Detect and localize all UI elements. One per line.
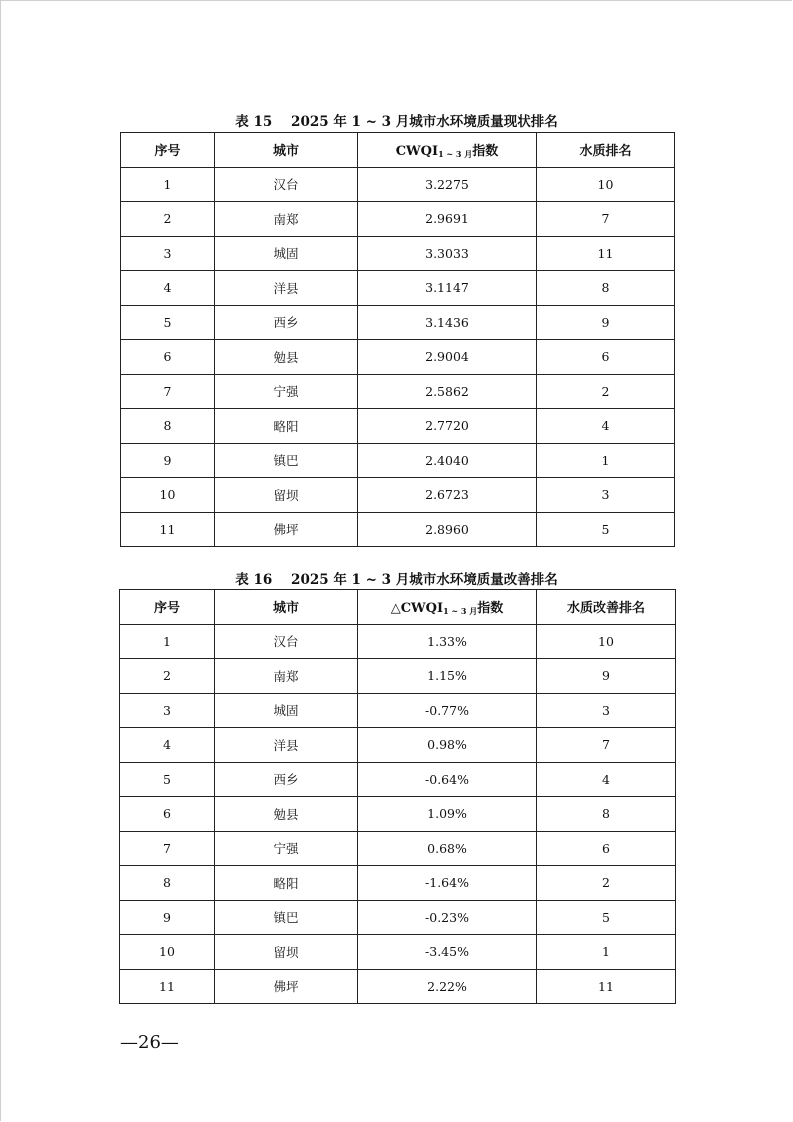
cell-index: 2	[121, 202, 215, 237]
table-row	[120, 935, 676, 970]
header-improvement-rank: 水质改善排名	[537, 590, 676, 625]
cell-index: 6	[121, 340, 215, 375]
cell-index: 11	[120, 969, 215, 1004]
cell-city: 南郑	[215, 202, 358, 237]
header-cwqi-subscript: 1 ~ 3 月	[438, 148, 473, 159]
cell-city: 勉县	[215, 797, 358, 832]
cell-rank: 1	[537, 935, 676, 970]
table-15-caption: 表 15 2025 年 1 ~ 3 月城市水环境质量现状排名	[235, 114, 558, 130]
cell-value: 2.7720	[358, 409, 537, 444]
cell-city: 西乡	[215, 762, 358, 797]
cell-city: 佛坪	[215, 512, 358, 547]
table-row	[120, 659, 676, 694]
cell-city: 镇巴	[215, 900, 358, 935]
cell-index: 7	[121, 374, 215, 409]
cell-index: 10	[121, 478, 215, 513]
cell-index: 4	[120, 728, 215, 763]
cell-rank: 5	[537, 512, 675, 547]
cell-value: 2.8960	[358, 512, 537, 547]
cell-index: 6	[120, 797, 215, 832]
table-16-body	[120, 624, 676, 1004]
cell-rank: 11	[537, 236, 675, 271]
cell-value: 3.2275	[358, 167, 537, 202]
table-row	[120, 900, 676, 935]
cell-rank: 4	[537, 409, 675, 444]
cell-city: 汉台	[215, 624, 358, 659]
cell-rank: 9	[537, 305, 675, 340]
cell-rank: 2	[537, 374, 675, 409]
header-cwqi-subscript: 1 ~ 3 月	[443, 605, 478, 616]
cell-value: 2.4040	[358, 443, 537, 478]
cell-value: 1.09%	[358, 797, 537, 832]
cell-city: 佛坪	[215, 969, 358, 1004]
cell-city: 镇巴	[215, 443, 358, 478]
cell-value: 2.9691	[358, 202, 537, 237]
cell-rank: 6	[537, 831, 676, 866]
table-16-improvement-ranking	[119, 589, 676, 1004]
cell-value: 1.15%	[358, 659, 537, 694]
cell-city: 宁强	[215, 831, 358, 866]
cell-rank: 4	[537, 762, 676, 797]
cell-rank: 7	[537, 202, 675, 237]
cell-index: 5	[121, 305, 215, 340]
table-row	[121, 271, 675, 306]
table-15-current-ranking	[120, 132, 675, 547]
header-cwqi-index	[358, 133, 537, 168]
cell-rank: 5	[537, 900, 676, 935]
cell-city: 南郑	[215, 659, 358, 694]
table-row	[121, 202, 675, 237]
cell-city: 宁强	[215, 374, 358, 409]
cell-city: 洋县	[215, 271, 358, 306]
cell-index: 2	[120, 659, 215, 694]
cell-value: -0.77%	[358, 693, 537, 728]
table-15-body	[121, 167, 675, 547]
header-city: 城市	[215, 133, 358, 168]
cell-rank: 8	[537, 271, 675, 306]
table-header-row	[121, 133, 675, 168]
cell-city: 洋县	[215, 728, 358, 763]
cell-city: 略阳	[215, 409, 358, 444]
cell-rank: 10	[537, 167, 675, 202]
table-header-row	[120, 590, 676, 625]
table-row	[121, 236, 675, 271]
cell-value: 2.5862	[358, 374, 537, 409]
cell-city: 汉台	[215, 167, 358, 202]
cell-value: -0.64%	[358, 762, 537, 797]
cell-index: 1	[121, 167, 215, 202]
header-index: 序号	[121, 133, 215, 168]
table-row	[120, 762, 676, 797]
table-row	[121, 340, 675, 375]
cell-rank: 9	[537, 659, 676, 694]
cell-value: -0.23%	[358, 900, 537, 935]
table-row	[121, 512, 675, 547]
cell-rank: 3	[537, 478, 675, 513]
cell-value: 2.9004	[358, 340, 537, 375]
table-row	[120, 624, 676, 659]
table-row	[120, 866, 676, 901]
table-row	[121, 478, 675, 513]
page-number: —26—	[120, 1032, 179, 1053]
cell-value: 3.1436	[358, 305, 537, 340]
cell-rank: 11	[537, 969, 676, 1004]
cell-value: 0.98%	[358, 728, 537, 763]
table-row	[120, 831, 676, 866]
header-quality-rank: 水质排名	[537, 133, 675, 168]
header-cwqi-suffix: 指数	[472, 143, 499, 159]
cell-value: 3.1147	[358, 271, 537, 306]
cell-rank: 8	[537, 797, 676, 832]
cell-rank: 3	[537, 693, 676, 728]
cell-value: -1.64%	[358, 866, 537, 901]
cell-index: 8	[120, 866, 215, 901]
cell-rank: 10	[537, 624, 676, 659]
cell-city: 留坝	[215, 478, 358, 513]
cell-city: 城固	[215, 693, 358, 728]
table-row	[120, 728, 676, 763]
cell-city: 勉县	[215, 340, 358, 375]
table-row	[121, 443, 675, 478]
table-row	[121, 167, 675, 202]
cell-city: 留坝	[215, 935, 358, 970]
cell-rank: 7	[537, 728, 676, 763]
cell-value: 1.33%	[358, 624, 537, 659]
cell-index: 3	[120, 693, 215, 728]
cell-rank: 6	[537, 340, 675, 375]
cell-index: 10	[120, 935, 215, 970]
cell-rank: 2	[537, 866, 676, 901]
table-row	[120, 969, 676, 1004]
cell-index: 3	[121, 236, 215, 271]
cell-index: 8	[121, 409, 215, 444]
header-index: 序号	[120, 590, 215, 625]
header-delta-cwqi-index	[358, 590, 537, 625]
cell-city: 西乡	[215, 305, 358, 340]
table-16-caption: 表 16 2025 年 1 ~ 3 月城市水环境质量改善排名	[235, 572, 558, 588]
table-row	[121, 374, 675, 409]
cell-value: -3.45%	[358, 935, 537, 970]
table-row	[120, 797, 676, 832]
cell-index: 11	[121, 512, 215, 547]
table-row	[121, 409, 675, 444]
cell-index: 4	[121, 271, 215, 306]
cell-value: 0.68%	[358, 831, 537, 866]
cell-index: 9	[121, 443, 215, 478]
cell-index: 7	[120, 831, 215, 866]
table-row	[121, 305, 675, 340]
table-row	[120, 693, 676, 728]
cell-value: 3.3033	[358, 236, 537, 271]
cell-value: 2.6723	[358, 478, 537, 513]
header-city: 城市	[215, 590, 358, 625]
cell-city: 略阳	[215, 866, 358, 901]
cell-index: 9	[120, 900, 215, 935]
header-cwqi-suffix: 指数	[477, 600, 504, 616]
cell-index: 5	[120, 762, 215, 797]
cell-city: 城固	[215, 236, 358, 271]
cell-value: 2.22%	[358, 969, 537, 1004]
cell-index: 1	[120, 624, 215, 659]
header-cwqi-prefix: CWQI	[395, 143, 439, 159]
cell-rank: 1	[537, 443, 675, 478]
header-cwqi-prefix: △CWQI	[390, 600, 444, 616]
